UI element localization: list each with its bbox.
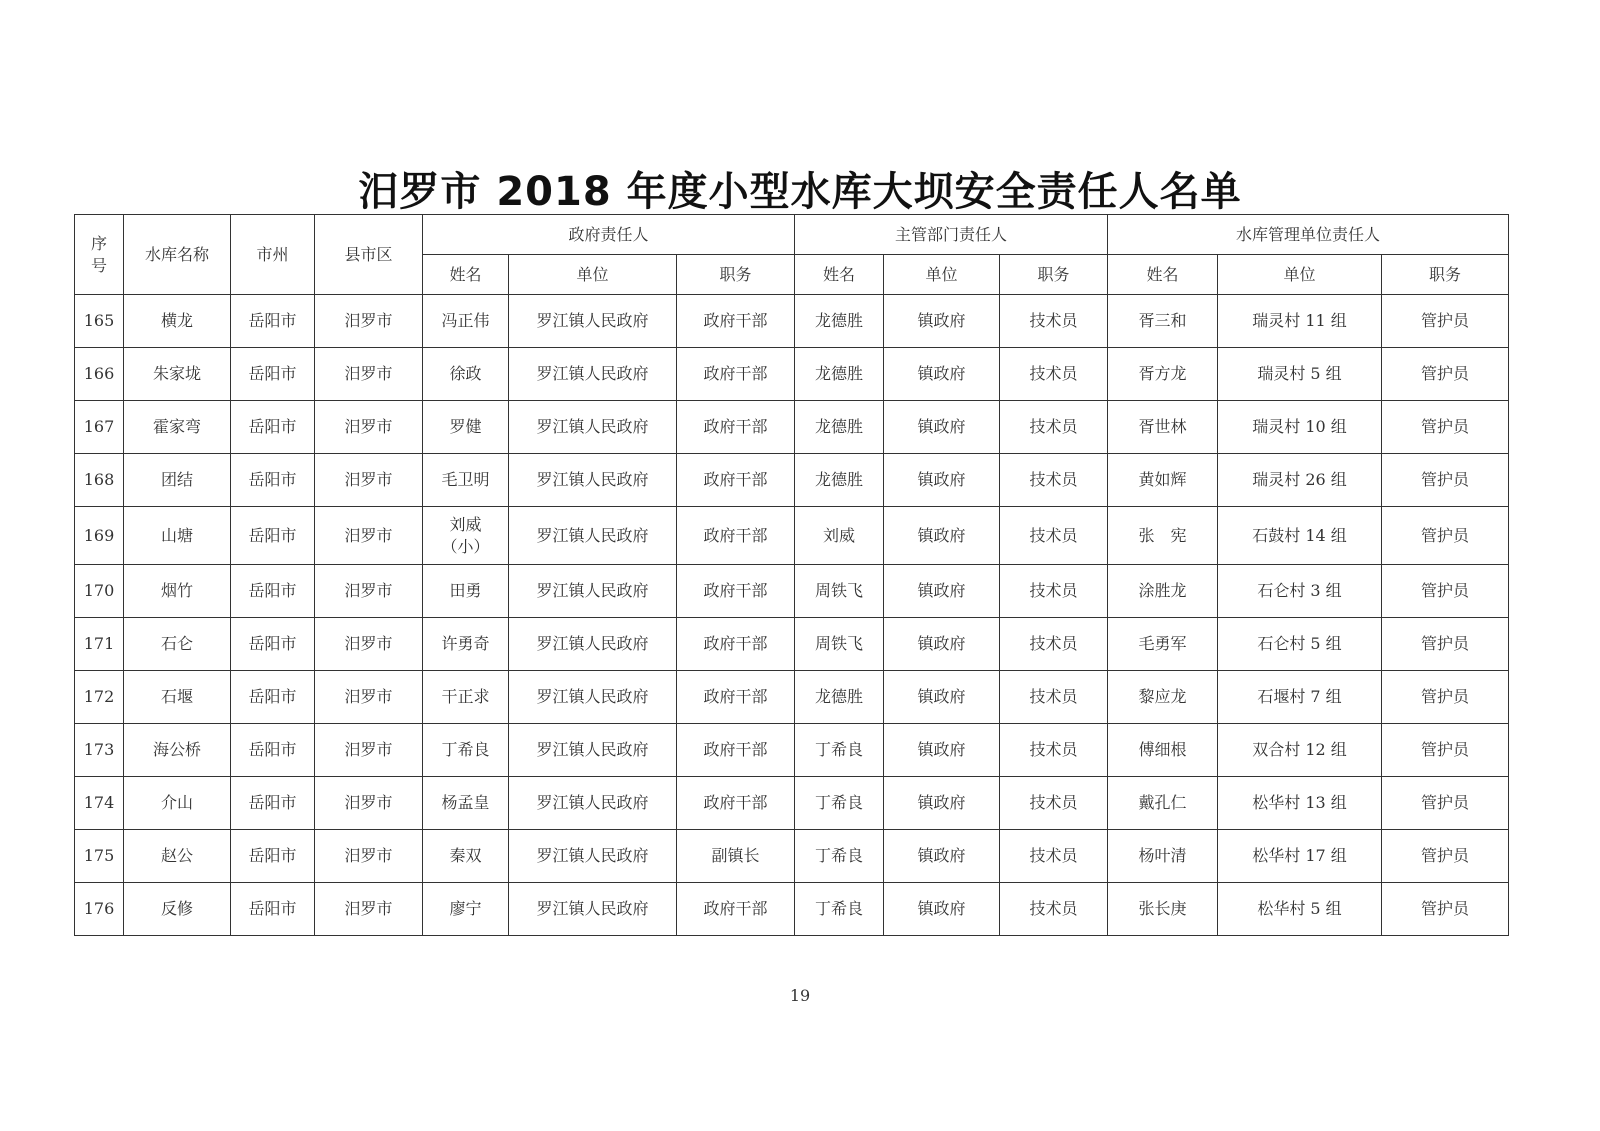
cell-reservoir: 介山 bbox=[124, 777, 231, 830]
cell-gov-position: 政府干部 bbox=[677, 618, 795, 671]
cell-dept-position: 技术员 bbox=[1000, 618, 1108, 671]
cell-gov-unit: 罗江镇人民政府 bbox=[509, 565, 677, 618]
cell-gov-unit: 罗江镇人民政府 bbox=[509, 830, 677, 883]
cell-dept-position: 技术员 bbox=[1000, 777, 1108, 830]
page-number: 19 bbox=[789, 986, 811, 1005]
cell-index: 173 bbox=[75, 724, 124, 777]
cell-county: 汨罗市 bbox=[315, 777, 423, 830]
cell-mgmt-name: 张长庚 bbox=[1108, 883, 1218, 936]
cell-city: 岳阳市 bbox=[231, 348, 315, 401]
cell-gov-name: 冯正伟 bbox=[423, 295, 509, 348]
cell-mgmt-position: 管护员 bbox=[1382, 348, 1509, 401]
cell-dept-position: 技术员 bbox=[1000, 401, 1108, 454]
cell-mgmt-position: 管护员 bbox=[1382, 724, 1509, 777]
cell-mgmt-position: 管护员 bbox=[1382, 883, 1509, 936]
cell-reservoir: 霍家弯 bbox=[124, 401, 231, 454]
table-row bbox=[75, 777, 1509, 830]
cell-city: 岳阳市 bbox=[231, 830, 315, 883]
cell-mgmt-unit: 双合村 12 组 bbox=[1218, 724, 1382, 777]
header-dept-name: 姓名 bbox=[795, 255, 884, 295]
cell-reservoir: 石仑 bbox=[124, 618, 231, 671]
cell-mgmt-name: 黎应龙 bbox=[1108, 671, 1218, 724]
cell-index: 172 bbox=[75, 671, 124, 724]
cell-gov-position: 政府干部 bbox=[677, 565, 795, 618]
cell-index: 175 bbox=[75, 830, 124, 883]
cell-gov-position: 副镇长 bbox=[677, 830, 795, 883]
cell-dept-position: 技术员 bbox=[1000, 671, 1108, 724]
cell-index: 166 bbox=[75, 348, 124, 401]
cell-dept-name: 龙德胜 bbox=[795, 348, 884, 401]
cell-reservoir: 山塘 bbox=[124, 507, 231, 565]
cell-dept-name: 龙德胜 bbox=[795, 454, 884, 507]
cell-mgmt-name: 胥方龙 bbox=[1108, 348, 1218, 401]
cell-dept-position: 技术员 bbox=[1000, 724, 1108, 777]
cell-mgmt-position: 管护员 bbox=[1382, 401, 1509, 454]
cell-mgmt-position: 管护员 bbox=[1382, 830, 1509, 883]
cell-mgmt-unit: 瑞灵村 26 组 bbox=[1218, 454, 1382, 507]
header-reservoir: 水库名称 bbox=[124, 215, 231, 295]
header-mgmt-unit: 单位 bbox=[1218, 255, 1382, 295]
cell-dept-name: 丁希良 bbox=[795, 777, 884, 830]
cell-city: 岳阳市 bbox=[231, 454, 315, 507]
cell-gov-unit: 罗江镇人民政府 bbox=[509, 295, 677, 348]
cell-county: 汨罗市 bbox=[315, 454, 423, 507]
cell-dept-unit: 镇政府 bbox=[884, 565, 1000, 618]
cell-dept-position: 技术员 bbox=[1000, 565, 1108, 618]
cell-mgmt-name: 胥世林 bbox=[1108, 401, 1218, 454]
cell-dept-unit: 镇政府 bbox=[884, 295, 1000, 348]
cell-mgmt-unit: 石仑村 3 组 bbox=[1218, 565, 1382, 618]
cell-reservoir: 赵公 bbox=[124, 830, 231, 883]
cell-dept-name: 丁希良 bbox=[795, 830, 884, 883]
cell-index: 168 bbox=[75, 454, 124, 507]
cell-gov-position: 政府干部 bbox=[677, 295, 795, 348]
cell-city: 岳阳市 bbox=[231, 507, 315, 565]
header-mgmt-name: 姓名 bbox=[1108, 255, 1218, 295]
cell-county: 汨罗市 bbox=[315, 295, 423, 348]
page-title: 汨罗市 2018 年度小型水库大坝安全责任人名单 bbox=[358, 169, 1242, 215]
cell-dept-unit: 镇政府 bbox=[884, 883, 1000, 936]
cell-gov-name: 毛卫明 bbox=[423, 454, 509, 507]
cell-mgmt-position: 管护员 bbox=[1382, 295, 1509, 348]
cell-dept-name: 丁希良 bbox=[795, 724, 884, 777]
cell-index: 169 bbox=[75, 507, 124, 565]
cell-county: 汨罗市 bbox=[315, 348, 423, 401]
cell-county: 汨罗市 bbox=[315, 565, 423, 618]
cell-mgmt-position: 管护员 bbox=[1382, 507, 1509, 565]
cell-city: 岳阳市 bbox=[231, 295, 315, 348]
table-row bbox=[75, 348, 1509, 401]
cell-mgmt-unit: 松华村 13 组 bbox=[1218, 777, 1382, 830]
cell-mgmt-unit: 石堰村 7 组 bbox=[1218, 671, 1382, 724]
cell-gov-unit: 罗江镇人民政府 bbox=[509, 401, 677, 454]
cell-dept-unit: 镇政府 bbox=[884, 724, 1000, 777]
cell-mgmt-unit: 瑞灵村 10 组 bbox=[1218, 401, 1382, 454]
cell-gov-position: 政府干部 bbox=[677, 454, 795, 507]
cell-reservoir: 团结 bbox=[124, 454, 231, 507]
cell-mgmt-unit: 瑞灵村 5 组 bbox=[1218, 348, 1382, 401]
cell-county: 汨罗市 bbox=[315, 830, 423, 883]
table-row bbox=[75, 454, 1509, 507]
cell-gov-name: 许勇奇 bbox=[423, 618, 509, 671]
cell-gov-unit: 罗江镇人民政府 bbox=[509, 883, 677, 936]
cell-reservoir: 烟竹 bbox=[124, 565, 231, 618]
cell-index: 170 bbox=[75, 565, 124, 618]
cell-gov-unit: 罗江镇人民政府 bbox=[509, 348, 677, 401]
cell-gov-name: 干正求 bbox=[423, 671, 509, 724]
cell-dept-position: 技术员 bbox=[1000, 507, 1108, 565]
responsibility-table bbox=[74, 214, 1509, 936]
cell-index: 171 bbox=[75, 618, 124, 671]
cell-mgmt-position: 管护员 bbox=[1382, 671, 1509, 724]
cell-index: 174 bbox=[75, 777, 124, 830]
cell-gov-position: 政府干部 bbox=[677, 671, 795, 724]
cell-dept-unit: 镇政府 bbox=[884, 454, 1000, 507]
header-gov-name: 姓名 bbox=[423, 255, 509, 295]
cell-mgmt-name: 毛勇军 bbox=[1108, 618, 1218, 671]
cell-gov-name: 丁希良 bbox=[423, 724, 509, 777]
cell-dept-position: 技术员 bbox=[1000, 295, 1108, 348]
table-row bbox=[75, 507, 1509, 565]
cell-mgmt-unit: 松华村 17 组 bbox=[1218, 830, 1382, 883]
table-row bbox=[75, 671, 1509, 724]
cell-county: 汨罗市 bbox=[315, 618, 423, 671]
cell-gov-position: 政府干部 bbox=[677, 507, 795, 565]
cell-mgmt-name: 胥三和 bbox=[1108, 295, 1218, 348]
header-mgmt-position: 职务 bbox=[1382, 255, 1509, 295]
cell-dept-unit: 镇政府 bbox=[884, 777, 1000, 830]
cell-mgmt-position: 管护员 bbox=[1382, 565, 1509, 618]
cell-dept-name: 丁希良 bbox=[795, 883, 884, 936]
cell-city: 岳阳市 bbox=[231, 618, 315, 671]
table-row bbox=[75, 618, 1509, 671]
cell-county: 汨罗市 bbox=[315, 883, 423, 936]
cell-gov-position: 政府干部 bbox=[677, 777, 795, 830]
cell-dept-unit: 镇政府 bbox=[884, 671, 1000, 724]
cell-dept-unit: 镇政府 bbox=[884, 507, 1000, 565]
cell-gov-unit: 罗江镇人民政府 bbox=[509, 618, 677, 671]
cell-mgmt-name: 涂胜龙 bbox=[1108, 565, 1218, 618]
cell-mgmt-position: 管护员 bbox=[1382, 454, 1509, 507]
cell-gov-unit: 罗江镇人民政府 bbox=[509, 454, 677, 507]
cell-county: 汨罗市 bbox=[315, 671, 423, 724]
cell-mgmt-name: 张 宪 bbox=[1108, 507, 1218, 565]
cell-city: 岳阳市 bbox=[231, 671, 315, 724]
cell-index: 165 bbox=[75, 295, 124, 348]
cell-gov-name: 徐政 bbox=[423, 348, 509, 401]
header-group-dept: 主管部门责任人 bbox=[795, 215, 1108, 255]
cell-gov-unit: 罗江镇人民政府 bbox=[509, 671, 677, 724]
cell-city: 岳阳市 bbox=[231, 777, 315, 830]
table-row bbox=[75, 565, 1509, 618]
cell-city: 岳阳市 bbox=[231, 565, 315, 618]
cell-gov-position: 政府干部 bbox=[677, 348, 795, 401]
cell-dept-position: 技术员 bbox=[1000, 454, 1108, 507]
cell-mgmt-unit: 松华村 5 组 bbox=[1218, 883, 1382, 936]
cell-gov-name: 刘威 （小） bbox=[423, 507, 509, 565]
cell-mgmt-position: 管护员 bbox=[1382, 777, 1509, 830]
cell-dept-name: 周铁飞 bbox=[795, 618, 884, 671]
cell-gov-name: 罗健 bbox=[423, 401, 509, 454]
cell-gov-position: 政府干部 bbox=[677, 883, 795, 936]
cell-county: 汨罗市 bbox=[315, 401, 423, 454]
cell-dept-name: 刘威 bbox=[795, 507, 884, 565]
cell-mgmt-unit: 石鼓村 14 组 bbox=[1218, 507, 1382, 565]
cell-reservoir: 朱家垅 bbox=[124, 348, 231, 401]
table-row bbox=[75, 830, 1509, 883]
header-index: 序 号 bbox=[75, 215, 124, 295]
cell-mgmt-position: 管护员 bbox=[1382, 618, 1509, 671]
cell-gov-unit: 罗江镇人民政府 bbox=[509, 724, 677, 777]
cell-reservoir: 海公桥 bbox=[124, 724, 231, 777]
cell-gov-name: 廖宁 bbox=[423, 883, 509, 936]
header-group-mgmt: 水库管理单位责任人 bbox=[1108, 215, 1509, 255]
table-row bbox=[75, 724, 1509, 777]
cell-gov-position: 政府干部 bbox=[677, 401, 795, 454]
cell-city: 岳阳市 bbox=[231, 724, 315, 777]
cell-mgmt-unit: 瑞灵村 11 组 bbox=[1218, 295, 1382, 348]
table-row bbox=[75, 401, 1509, 454]
cell-dept-name: 周铁飞 bbox=[795, 565, 884, 618]
cell-mgmt-unit: 石仑村 5 组 bbox=[1218, 618, 1382, 671]
cell-index: 176 bbox=[75, 883, 124, 936]
cell-mgmt-name: 黄如辉 bbox=[1108, 454, 1218, 507]
cell-dept-unit: 镇政府 bbox=[884, 830, 1000, 883]
cell-gov-name: 秦双 bbox=[423, 830, 509, 883]
cell-dept-name: 龙德胜 bbox=[795, 671, 884, 724]
cell-reservoir: 石堰 bbox=[124, 671, 231, 724]
cell-gov-unit: 罗江镇人民政府 bbox=[509, 507, 677, 565]
cell-mgmt-name: 戴孔仁 bbox=[1108, 777, 1218, 830]
cell-city: 岳阳市 bbox=[231, 401, 315, 454]
header-dept-unit: 单位 bbox=[884, 255, 1000, 295]
cell-dept-position: 技术员 bbox=[1000, 348, 1108, 401]
cell-dept-position: 技术员 bbox=[1000, 883, 1108, 936]
cell-gov-name: 田勇 bbox=[423, 565, 509, 618]
cell-index: 167 bbox=[75, 401, 124, 454]
cell-county: 汨罗市 bbox=[315, 507, 423, 565]
cell-dept-unit: 镇政府 bbox=[884, 348, 1000, 401]
header-group-gov: 政府责任人 bbox=[423, 215, 795, 255]
header-gov-unit: 单位 bbox=[509, 255, 677, 295]
cell-reservoir: 反修 bbox=[124, 883, 231, 936]
cell-gov-unit: 罗江镇人民政府 bbox=[509, 777, 677, 830]
cell-reservoir: 横龙 bbox=[124, 295, 231, 348]
table-row bbox=[75, 295, 1509, 348]
cell-city: 岳阳市 bbox=[231, 883, 315, 936]
cell-county: 汨罗市 bbox=[315, 724, 423, 777]
cell-dept-unit: 镇政府 bbox=[884, 618, 1000, 671]
cell-dept-name: 龙德胜 bbox=[795, 401, 884, 454]
table-body bbox=[75, 295, 1509, 936]
cell-dept-position: 技术员 bbox=[1000, 830, 1108, 883]
header-gov-position: 职务 bbox=[677, 255, 795, 295]
header-dept-position: 职务 bbox=[1000, 255, 1108, 295]
header-city: 市州 bbox=[231, 215, 315, 295]
cell-dept-unit: 镇政府 bbox=[884, 401, 1000, 454]
cell-dept-name: 龙德胜 bbox=[795, 295, 884, 348]
header-county: 县市区 bbox=[315, 215, 423, 295]
cell-gov-position: 政府干部 bbox=[677, 724, 795, 777]
table-row bbox=[75, 883, 1509, 936]
cell-mgmt-name: 杨叶清 bbox=[1108, 830, 1218, 883]
cell-gov-name: 杨孟皇 bbox=[423, 777, 509, 830]
cell-mgmt-name: 傅细根 bbox=[1108, 724, 1218, 777]
